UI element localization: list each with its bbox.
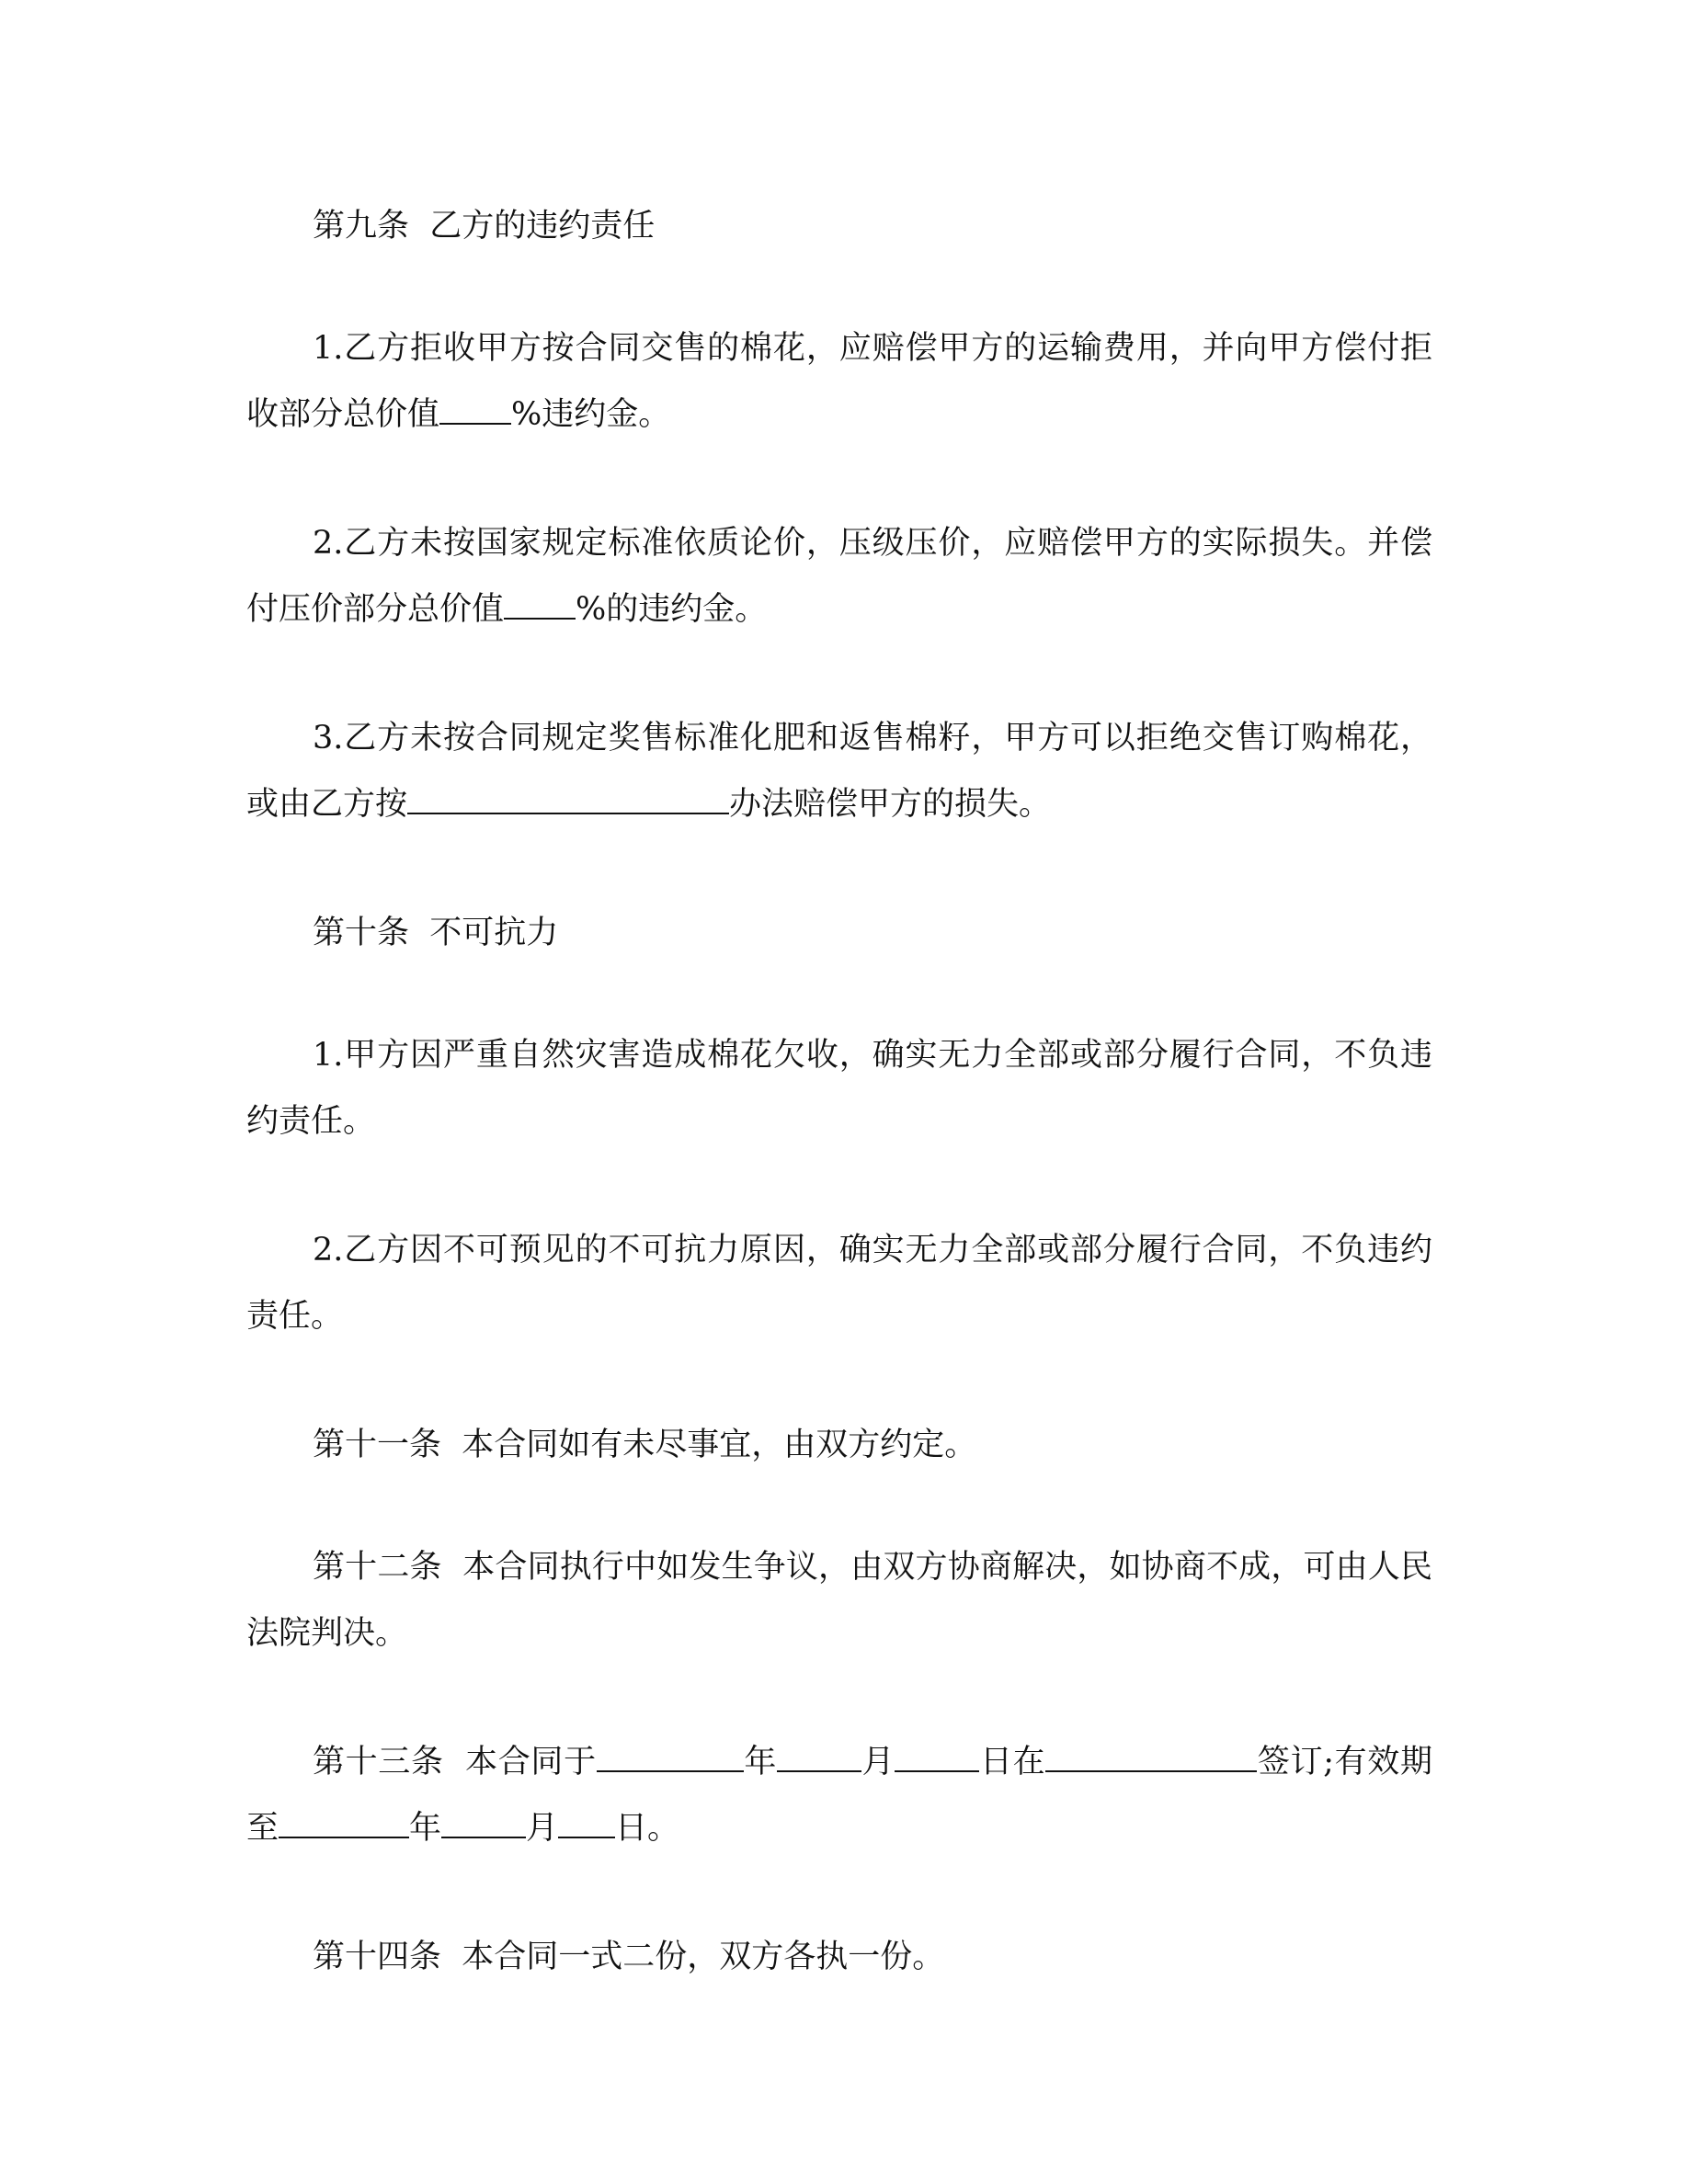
year-label: 年 <box>743 1744 778 1780</box>
month-label: 月 <box>861 1744 895 1780</box>
article-9-item-3-tail: 办法赔偿甲方的损失。 <box>729 786 1052 823</box>
expiry-month-blank[interactable] <box>441 1811 526 1838</box>
sign-place-blank[interactable] <box>1045 1745 1257 1772</box>
sign-day-blank[interactable] <box>895 1745 979 1772</box>
article-9-item-1 <box>246 315 1432 448</box>
article-12: 第十二条 本合同执行中如发生争议，由双方协商解决，如协商不成，可由人民法院判决。 <box>246 1549 1432 1652</box>
article-13-text: 第十三条 本合同于 <box>313 1744 597 1780</box>
article-9-item-3-text: 3.乙方未按合同规定奖售标准化肥和返售棉籽，甲方可以拒绝交售订购棉花，或由乙方按 <box>246 720 1432 823</box>
compensation-method-blank[interactable] <box>407 785 729 814</box>
article-10-item-1: 1.甲方因严重自然灾害造成棉花欠收，确实无力全部或部分履行合同，不负违约责任。 <box>246 1037 1432 1140</box>
article-9-item-1-text: 1.乙方拒收甲方按合同交售的棉花，应赔偿甲方的运输费用，并向甲方偿付拒收部分总价值 <box>246 330 1432 433</box>
article-9-item-2-tail: %的违约金。 <box>576 591 768 628</box>
month2-label: 月 <box>526 1810 559 1847</box>
article-9-item-2 <box>246 510 1432 643</box>
article-10-title: 第十条 不可抗力 <box>313 915 559 951</box>
article-10-item-2: 2.乙方因不可预见的不可抗力原因，确实无力全部或部分履行合同，不负违约责任。 <box>246 1232 1432 1335</box>
article-11: 第十一条 本合同如有未尽事宜，由双方约定。 <box>313 1427 977 1463</box>
year2-label: 年 <box>409 1810 442 1847</box>
sign-month-blank[interactable] <box>777 1745 861 1772</box>
day-in-label: 日在 <box>979 1744 1046 1780</box>
article-9-item-2-text: 2.乙方未按国家规定标准依质论价，压级压价，应赔偿甲方的实际损失。并偿付压价部分总价值 <box>246 525 1432 628</box>
penalty-percent-blank-1[interactable] <box>439 395 511 425</box>
article-14: 第十四条 本合同一式二份，双方各执一份。 <box>313 1939 945 1975</box>
penalty-percent-blank-2[interactable] <box>504 590 576 620</box>
contract-page <box>246 193 1432 1990</box>
article-9-item-3 <box>246 705 1432 837</box>
article-13 <box>246 1729 1432 1861</box>
signed-label: 签订;有效期至 <box>246 1744 1432 1847</box>
day2-label: 日。 <box>615 1810 680 1847</box>
expiry-day-blank[interactable] <box>558 1811 615 1838</box>
article-9-title: 第九条 乙方的违约责任 <box>313 208 656 245</box>
expiry-year-blank[interactable] <box>279 1811 409 1838</box>
sign-year-blank[interactable] <box>597 1745 744 1772</box>
article-9-item-1-tail: %违约金。 <box>511 396 671 433</box>
